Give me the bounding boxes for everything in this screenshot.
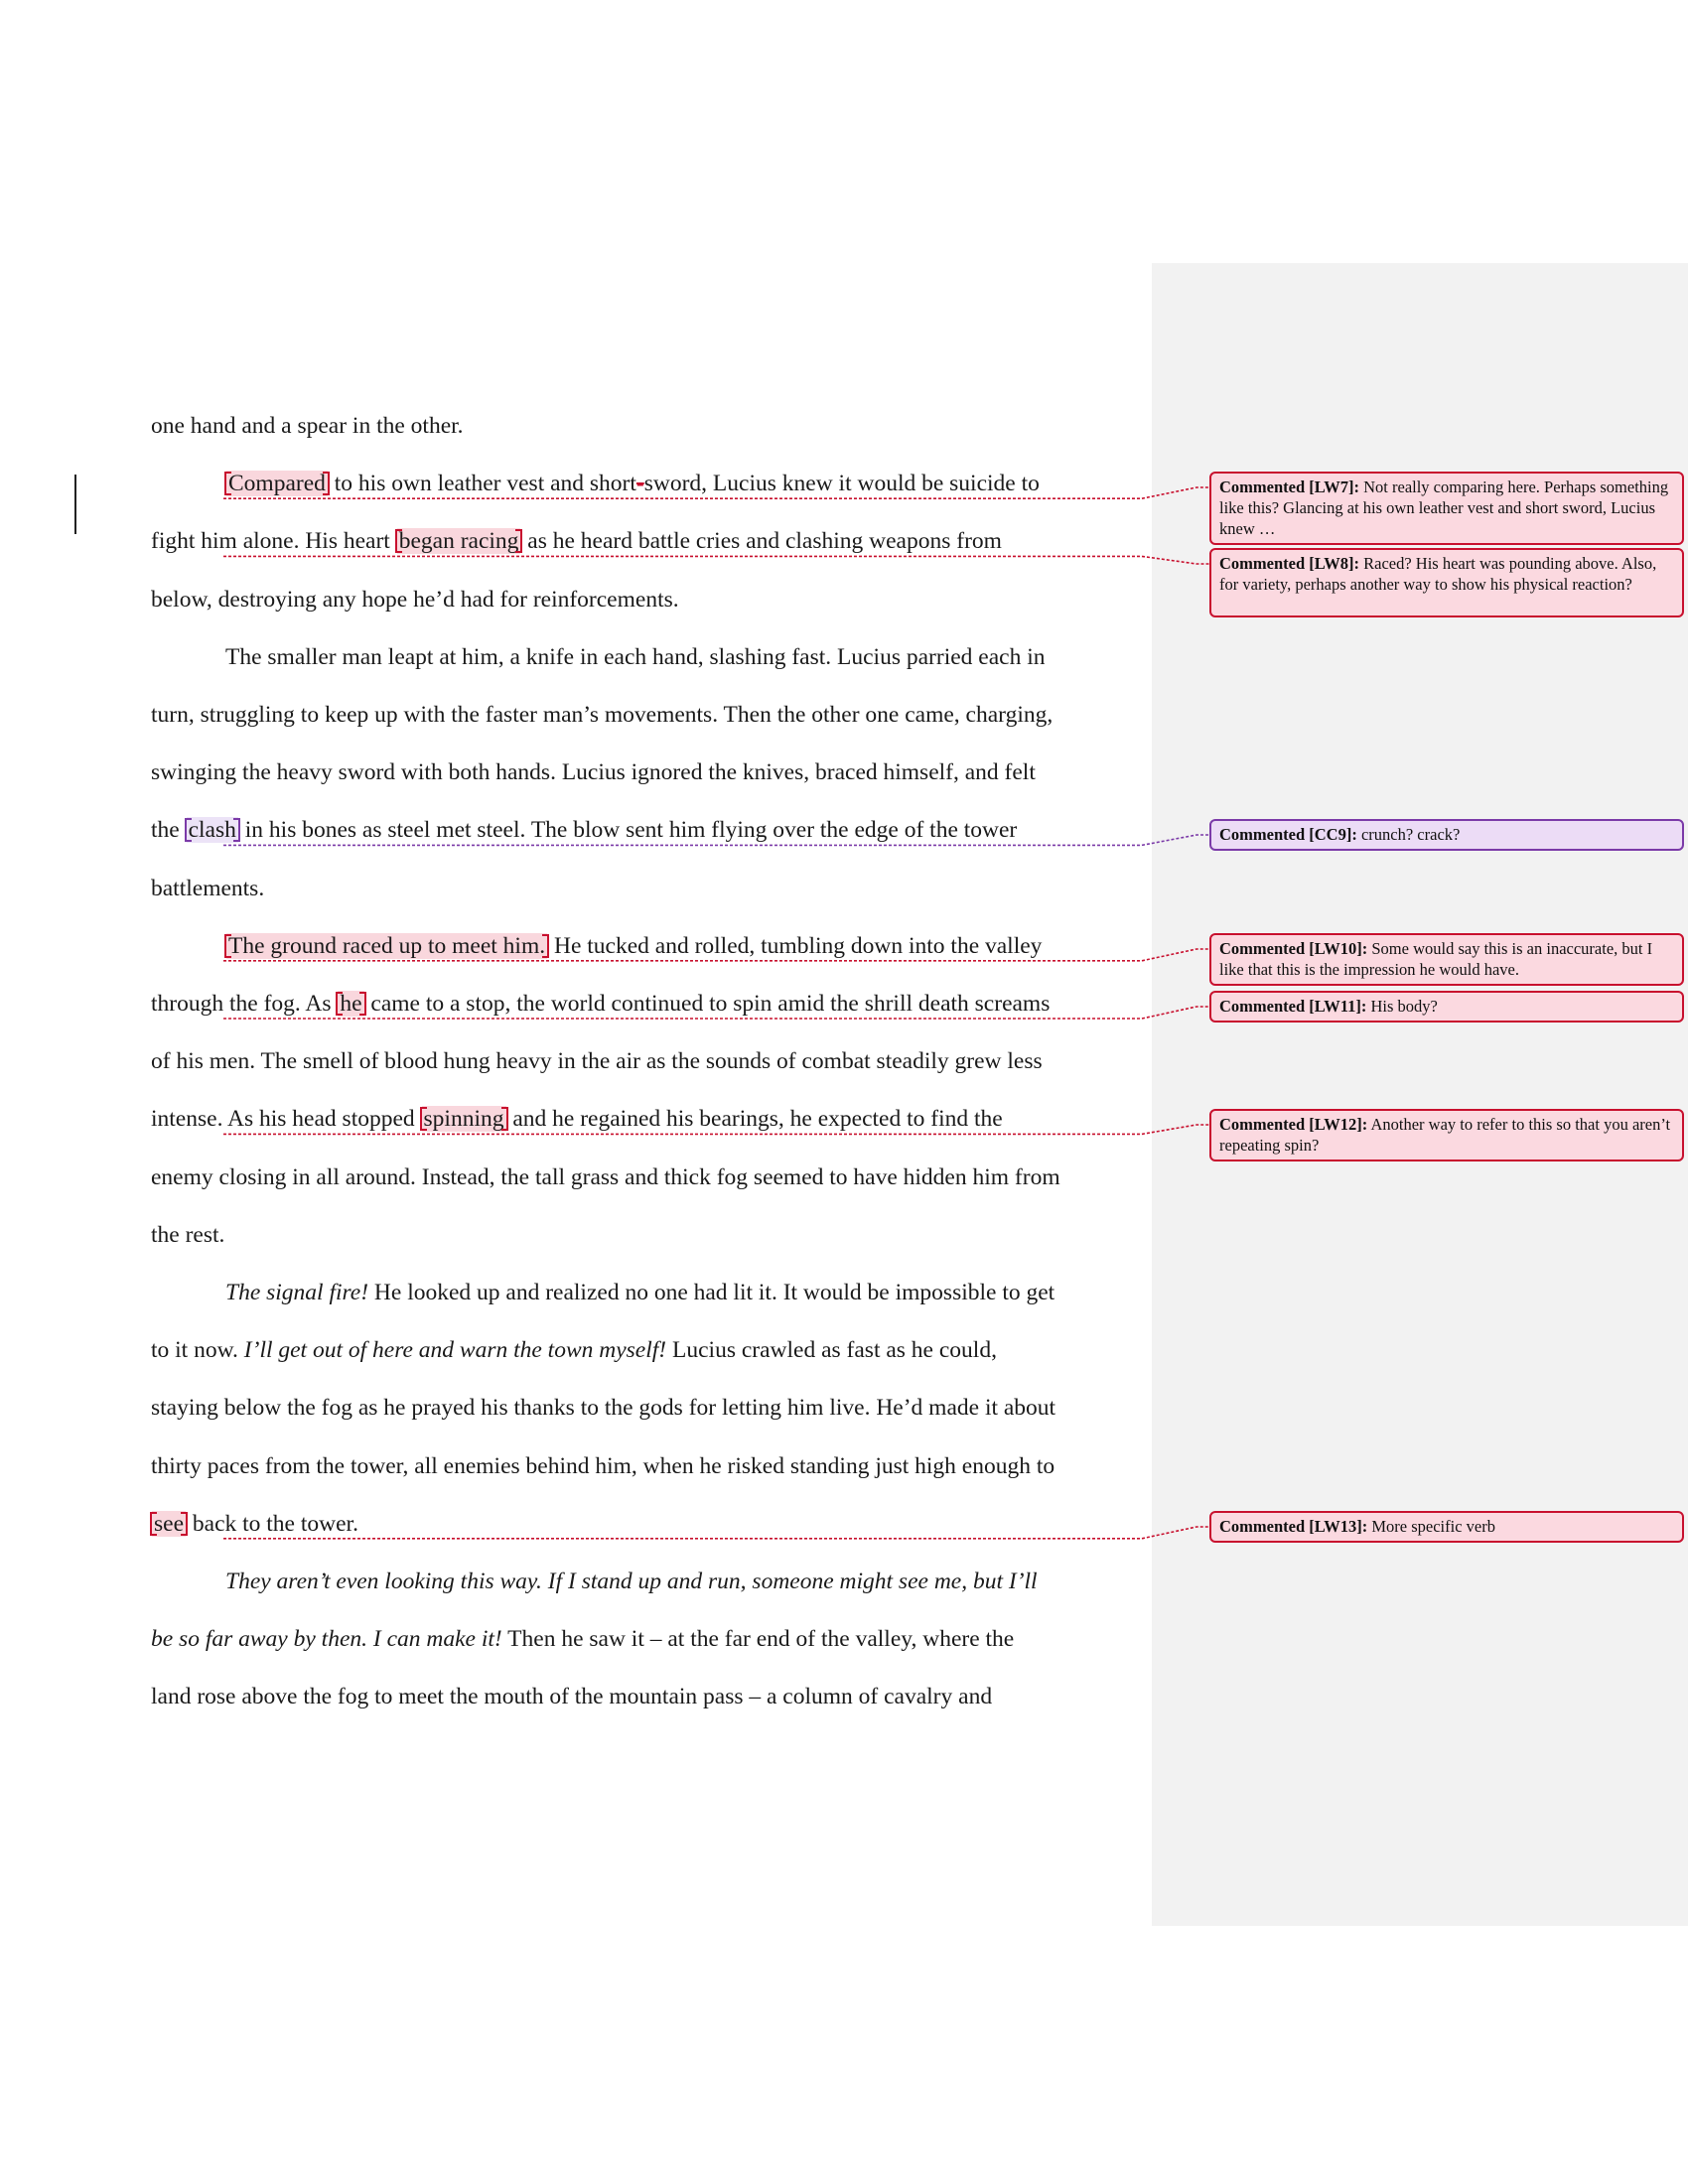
text-line [151,1220,224,1250]
text-line [225,1278,1055,1307]
text-run: He looked up and realized no one had lit it. It would be impossible to get [368,1280,1055,1305]
text-line [151,1451,1055,1481]
text-run: turn, struggling to keep up with the faster man’s movements. Then the other one came, charging, [151,702,1054,728]
text-line [225,1567,1038,1596]
text-run: to his own leather vest and short [328,471,636,497]
italic-text: I’ll get out of here and warn the town myself! [243,1337,667,1364]
text-line [151,1624,1014,1654]
text-run: came to a stop, the world continued to spin amid the shrill death screams [364,991,1051,1017]
text-line [151,526,1002,556]
text-run: as he heard battle cries and clashing weapons from [521,528,1002,555]
text-run: the rest. [151,1221,225,1248]
comment-balloon-lw8[interactable] [1209,548,1684,617]
text-line [151,1162,1060,1192]
comment-header: Commented [LW11]: [1219,997,1367,1016]
text-run: in his bones as steel met steel. The blow sent him flying over the edge of the tower [238,817,1018,844]
text-run: thirty paces from the tower, all enemies behind him, when he risked standing just high enough to [151,1452,1055,1479]
text-run: battlements. [151,875,265,901]
text-run: back to the tower. [187,1510,358,1537]
comment-balloon-lw7[interactable] [1209,472,1684,545]
comment-anchor[interactable]: spinning [423,1106,504,1133]
text-run: land rose above the fog to meet the mouth of the mountain pass – a column of cavalry and [151,1684,993,1710]
text-run: the [151,817,186,844]
italic-text: be so far away by then. I can make it! [151,1626,502,1653]
comment-header: Commented [LW13]: [1219,1517,1368,1536]
text-run: Then he saw it – at the far end of the valley, where the [501,1626,1015,1653]
comment-anchor[interactable]: Compared [228,471,326,497]
text-run: The smaller man leapt at him, a knife in each hand, slashing fast. Lucius parried each in [225,643,1046,670]
text-run: through the fog. As [151,991,338,1017]
text-run: intense. As his head stopped [151,1106,421,1133]
text-line [151,1046,1043,1076]
comment-header: Commented [LW8]: [1219,554,1359,573]
text-line [151,1509,358,1539]
comment-anchor[interactable]: clash [188,817,236,844]
change-bar [74,475,76,534]
comment-balloon-lw10[interactable] [1209,933,1684,986]
comment-balloon-lw12[interactable] [1209,1109,1684,1161]
text-run: He tucked and rolled, tumbling down into the valley [548,932,1043,959]
text-run: below, destroying any hope he’d had for reinforcements. [151,586,679,613]
comment-anchor[interactable]: began racing [398,528,519,555]
text-run: swinging the heavy sword with both hands. Lucius ignored the knives, braced himself, and felt [151,759,1036,786]
comment-text: More specific verb [1367,1517,1495,1536]
comment-balloon-lw13[interactable] [1209,1511,1684,1543]
text-line [151,700,1053,730]
comment-text: Another way to refer to this so that you aren’t repeating spin? [1219,1115,1671,1155]
italic-text: The signal fire! [225,1280,369,1305]
text-run: sword, Lucius knew it would be suicide to [643,471,1040,497]
text-run: Lucius crawled as fast as he could, [666,1337,997,1364]
text-line [225,642,1045,672]
text-run: to it now. [151,1337,244,1364]
comment-anchor[interactable]: he [340,991,362,1017]
comment-header: Commented [LW12]: [1219,1115,1368,1134]
text-line [151,815,1017,845]
text-run: of his men. The smell of blood hung heavy in the air as the sounds of combat steadily grew less [151,1048,1043,1075]
text-line [151,411,464,441]
comment-anchor[interactable]: see [154,1510,185,1537]
text-line [225,469,1040,498]
comment-anchor[interactable]: The ground raced up to meet him. [228,932,546,959]
text-line [151,874,264,903]
text-line [151,757,1036,787]
comment-balloon-cc9[interactable] [1209,819,1684,851]
comment-text: Not really comparing here. Perhaps something like this? Glancing at his own leather vest and short sword, Lucius knew … [1219,478,1669,538]
text-run: enemy closing in all around. Instead, the tall grass and thick fog seemed to have hidden him from [151,1163,1060,1190]
leader-line [223,1527,1209,1539]
text-line [151,1335,997,1365]
comment-balloon-lw11[interactable] [1209,991,1684,1023]
text-run: one hand and a spear in the other. [151,413,464,439]
comment-header: Commented [LW7]: [1219,478,1359,496]
text-line [151,1682,992,1711]
comment-header: Commented [CC9]: [1219,825,1357,844]
comment-header: Commented [LW10]: [1219,939,1368,958]
leader-line [223,556,1209,564]
deleted-text: - [635,471,644,497]
text-line [151,989,1050,1019]
italic-text: They aren’t even looking this way. If I stand up and run, someone might see me, but I’ll [225,1569,1038,1594]
comment-text: crunch? crack? [1356,825,1461,844]
text-run: and he regained his bearings, he expected to find the [506,1106,1003,1133]
comment-text: His body? [1366,997,1438,1016]
text-line [151,585,679,614]
text-run: staying below the fog as he prayed his thanks to the gods for letting him live. He’d made it about [151,1395,1056,1422]
text-run: fight him alone. His heart [151,528,396,555]
text-line [151,1393,1055,1423]
comment-text: Raced? His heart was pounding above. Also, for variety, perhaps another way to show his physical reaction? [1219,554,1657,594]
text-line [225,931,1042,961]
comment-text: Some would say this is an inaccurate, but I like that this is the impression he would have. [1219,939,1653,979]
text-line [151,1104,1003,1134]
